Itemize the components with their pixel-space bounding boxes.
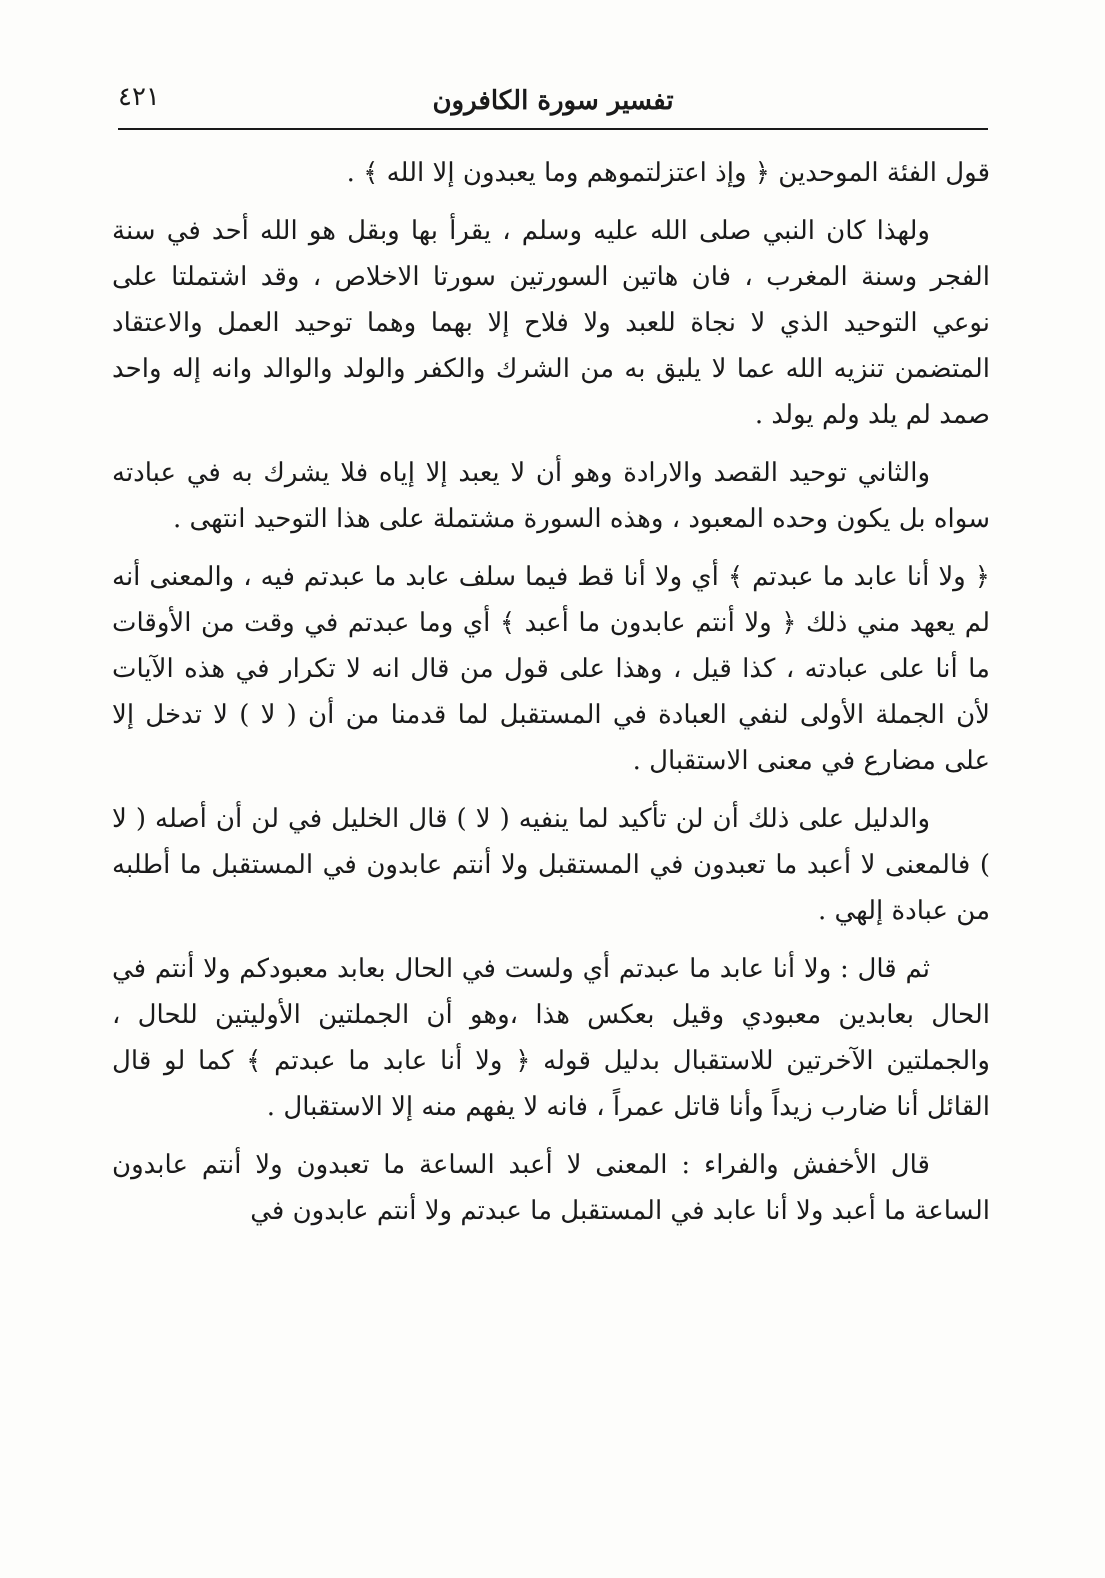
paragraph: قال الأخفش والفراء : المعنى لا أعبد الساعة ما تعبدون ولا أنتم عابدون الساعة ما أعبد ولا أنا عابد في المستقبل ما عبدتم ولا أنتم عابدون في: [112, 1150, 990, 1226]
page-header: [118, 78, 988, 130]
paragraph: والثاني توحيد القصد والارادة وهو أن لا يعبد إلا إياه فلا يشرك به في عبادته سواه بل يكون وحده المعبود ، وهذه السورة مشتملة على هذا التوحيد انتهى .: [112, 458, 990, 534]
paragraph: قول الفئة الموحدين ﴿ وإذ اعتزلتموهم وما يعبدون إلا الله ﴾ .: [346, 158, 990, 188]
body-text: [112, 150, 990, 1246]
paragraph: والدليل على ذلك أن لن تأكيد لما ينفيه ( لا ) قال الخليل في لن أن أصله ( لا ) فالمعنى لا أعبد ما تعبدون في المستقبل ولا أنتم عابدون في المستقبل ما أطلبه من عبادة إلهي .: [112, 804, 990, 926]
paragraph: ثم قال : ولا أنا عابد ما عبدتم أي ولست في الحال بعابد معبودكم ولا أنتم في الحال بعابدين معبودي وقيل بعكس هذا ،وهو أن الجملتين الأوليتين للحال ، والجملتين الآخرتين للاستقبال بدليل قوله ﴿ ولا أنا عابد ما عبدتم ﴾ كما لو قال القائل أنا ضارب زيداً وأنا قاتل عمراً ، فانه لا يفهم منه إلا الاستقبال .: [112, 954, 990, 1122]
running-title: تفسير سورة الكافرون: [432, 86, 674, 116]
paragraph: ولهذا كان النبي صلى الله عليه وسلم ، يقرأ بها وبقل هو الله أحد في سنة الفجر وسنة المغرب ، فان هاتين السورتين سورتا الاخلاص ، وقد اشتملتا على نوعي التوحيد الذي لا نجاة للعبد ولا فلاح إلا بهما وهما توحيد العمل والاعتقاد المتضمن تنزيه الله عما لا يليق به من الشرك والكفر والولد والوالد وانه إله واحد صمد لم يلد ولم يولد .: [112, 216, 990, 430]
paragraph: ﴿ ولا أنا عابد ما عبدتم ﴾ أي ولا أنا قط فيما سلف عابد ما عبدتم فيه ، والمعنى أنه لم يعهد مني ذلك ﴿ ولا أنتم عابدون ما أعبد ﴾ أي وما عبدتم في وقت من الأوقات ما أنا على عبادته ، كذا قيل ، وهذا على قول من قال انه لا تكرار في هذه الآيات لأن الجملة الأولى لنفي العبادة في المستقبل لما قدمنا من أن ( لا ) لا تدخل إلا على مضارع في معنى الاستقبال .: [112, 562, 990, 776]
page-number: ٤٢١: [118, 82, 160, 112]
